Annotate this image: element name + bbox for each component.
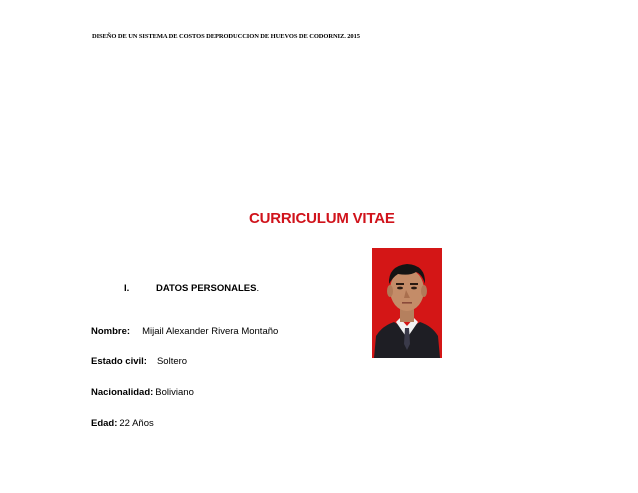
field-edad (91, 418, 154, 429)
section-label: DATOS PERSONALES (156, 283, 257, 294)
section-heading (124, 283, 259, 294)
field-nacionalidad-value: Boliviano (155, 387, 194, 398)
field-nacionalidad-label: Nacionalidad: (91, 387, 154, 398)
field-estado-civil-value: Soltero (156, 356, 188, 367)
field-edad-label: Edad: (91, 418, 118, 429)
page-title: CURRICULUM VITAE (249, 210, 395, 227)
field-nombre-value: Mijail Alexander Rivera Montaño (142, 326, 279, 337)
field-edad-value: 22 Años (119, 418, 154, 429)
profile-photo (372, 248, 442, 358)
field-estado-civil (91, 356, 187, 367)
document-header: DISEÑO DE UN SISTEMA DE COSTOS DEPRODUCCION DE HUEVOS DE CODORNIZ. 2015 (92, 33, 360, 40)
field-nombre-label: Nombre: (91, 326, 131, 337)
field-nacionalidad (91, 387, 194, 398)
section-suffix: . (256, 283, 260, 294)
section-number: I. (124, 283, 130, 294)
field-nombre (91, 326, 278, 337)
field-estado-civil-label: Estado civil: (91, 356, 147, 367)
